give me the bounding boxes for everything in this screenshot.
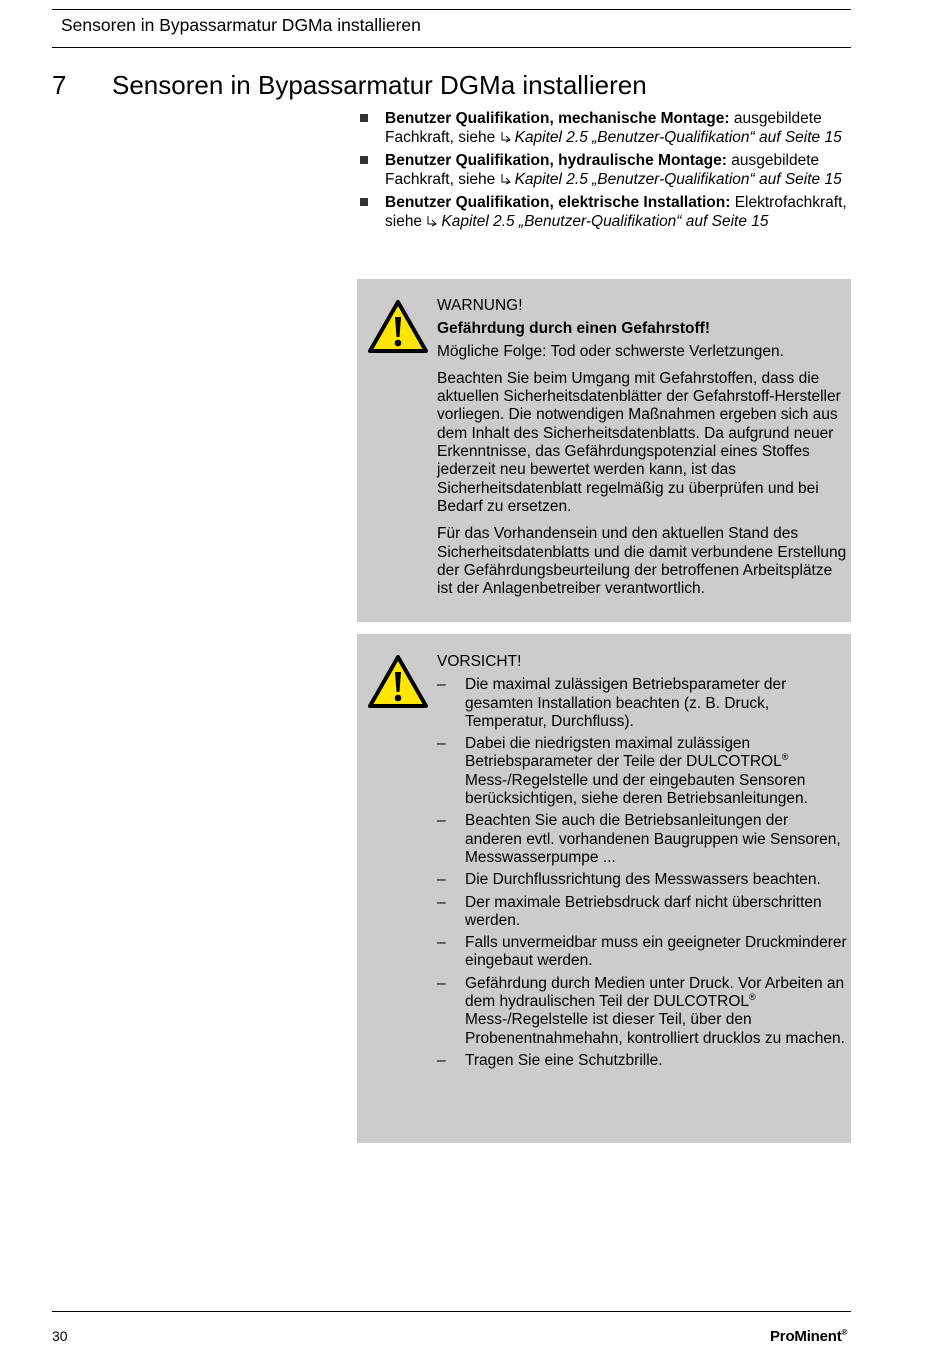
qualification-item-hydraulic: [358, 152, 858, 190]
chapter-title: Sensoren in Bypassarmatur DGMa installieren: [112, 70, 647, 100]
caution-list: [437, 676, 847, 1070]
list-item: – Die maximal zulässigen Betriebsparameter der gesamten Installation beachten (z. B. Druck, Temperatur, Durchfluss).: [437, 676, 787, 730]
qualification-label: Benutzer Qualifikation, hydraulische Montage:: [385, 152, 727, 170]
warning-notice-box: [357, 279, 851, 622]
warning-consequence: Mögliche Folge: Tod oder schwerste Verletzungen.: [437, 342, 784, 360]
warning-paragraph: Beachten Sie beim Umgang mit Gefahrstoffen, dass die aktuellen Sicherheitsdatenblätter der Gefahrstoff-Hersteller vorliegen. Die notwendigen Maßnahmen ergeben sich aus dem Inhalt des Sicherheitsdatenblatts. Da aufgrund neuer Erkenntnisse, das Gefährdungspotenzial eines Stoffes jederzeit neu bewertet werden kann, ist das Sicherheitsdatenblatt regelmäßig zu überprüfen und bei Bedarf zu ersetzen.: [437, 369, 841, 515]
square-bullet-icon: [360, 156, 368, 164]
chapter-reference-link[interactable]: Kapitel 2.5 „Benutzer-Qualifikation“ auf Seite 15: [514, 128, 842, 146]
warning-text: [437, 297, 847, 607]
header-bottom-rule: [52, 47, 851, 48]
list-item: – Gefährdung durch Medien unter Druck. Vor Arbeiten an dem hydraulischen Teil der DULCOTROL® Mess-/Regelstelle ist dieser Teil, über den Probenentnahmehahn, kontrolliert drucklos zu machen.: [437, 974, 845, 1047]
list-item: – Dabei die niedrigsten maximal zulässigen Betriebsparameter der Teile der DULCOTROL® Mess-/Regelstelle und der eingebauten Sensoren berücksichtigen, siehe deren Betriebsanleitungen.: [437, 735, 808, 808]
brand-logo: ProMinent®: [770, 1328, 848, 1345]
chapter-reference-link[interactable]: Kapitel 2.5 „Benutzer-Qualifikation“ auf Seite 15: [441, 212, 769, 230]
warning-paragraph: Für das Vorhandensein und den aktuellen Stand des Sicherheitsdatenblatts und die damit verbundene Erstellung der Gefährdungsbeurteilung der betroffenen Arbeitsplätze ist der Anlagenbetreiber verantwortlich.: [437, 525, 847, 598]
footer-rule: [52, 1311, 851, 1312]
dash-bullet: –: [437, 974, 446, 992]
dash-bullet: –: [437, 735, 446, 753]
qualification-text: Elektrofachkraft, siehe: [385, 194, 847, 230]
dash-bullet: –: [437, 871, 446, 889]
list-item: – Tragen Sie eine Schutzbrille.: [437, 1051, 663, 1069]
qualification-list: [358, 110, 858, 237]
list-item: – Falls unvermeidbar muss ein geeigneter Druckminderer eingebaut werden.: [437, 934, 847, 970]
arrow-link-icon: [426, 214, 438, 233]
header-top-rule: [52, 9, 851, 10]
warning-hazard-title: Gefährdung durch einen Gefahrstoff!: [437, 320, 710, 338]
arrow-link-icon: [500, 130, 512, 149]
qualification-text: ausgebildete Fachkraft, siehe: [385, 152, 820, 188]
qualification-label: Benutzer Qualifikation, elektrische Installation:: [385, 194, 731, 212]
caution-notice-box: [357, 634, 851, 1143]
registered-mark: ®: [781, 752, 789, 763]
list-item: – Die Durchflussrichtung des Messwassers beachten.: [437, 871, 821, 889]
chapter-reference-link[interactable]: Kapitel 2.5 „Benutzer-Qualifikation“ auf Seite 15: [514, 170, 842, 188]
caution-signal-word: VORSICHT!: [437, 653, 522, 670]
warning-signal-word: WARNUNG!: [437, 297, 523, 314]
dash-bullet: –: [437, 676, 446, 694]
qualification-item-mechanical: [358, 110, 858, 148]
dash-bullet: –: [437, 893, 446, 911]
chapter-number: 7: [52, 70, 67, 100]
dash-bullet: –: [437, 934, 446, 952]
qualification-label: Benutzer Qualifikation, mechanische Montage:: [385, 110, 730, 127]
dash-bullet: –: [437, 812, 446, 830]
list-item: – Beachten Sie auch die Betriebsanleitungen der anderen evtl. vorhandenen Baugruppen wie Sensoren, Messwasserpumpe ...: [437, 812, 841, 866]
square-bullet-icon: [360, 114, 368, 122]
list-item: – Der maximale Betriebsdruck darf nicht überschritten werden.: [437, 893, 822, 929]
arrow-link-icon: [500, 172, 512, 191]
square-bullet-icon: [360, 198, 368, 206]
caution-text: [437, 653, 847, 1074]
running-header-title: Sensoren in Bypassarmatur DGMa installieren: [61, 15, 421, 35]
page-number: 30: [52, 1328, 68, 1344]
registered-mark: ®: [749, 992, 756, 1003]
dash-bullet: –: [437, 1051, 446, 1069]
qualification-item-electrical: [358, 194, 858, 232]
qualification-text: ausgebildete Fachkraft, siehe: [385, 110, 822, 146]
warning-triangle-icon: [367, 299, 429, 359]
warning-triangle-icon: [367, 654, 429, 714]
